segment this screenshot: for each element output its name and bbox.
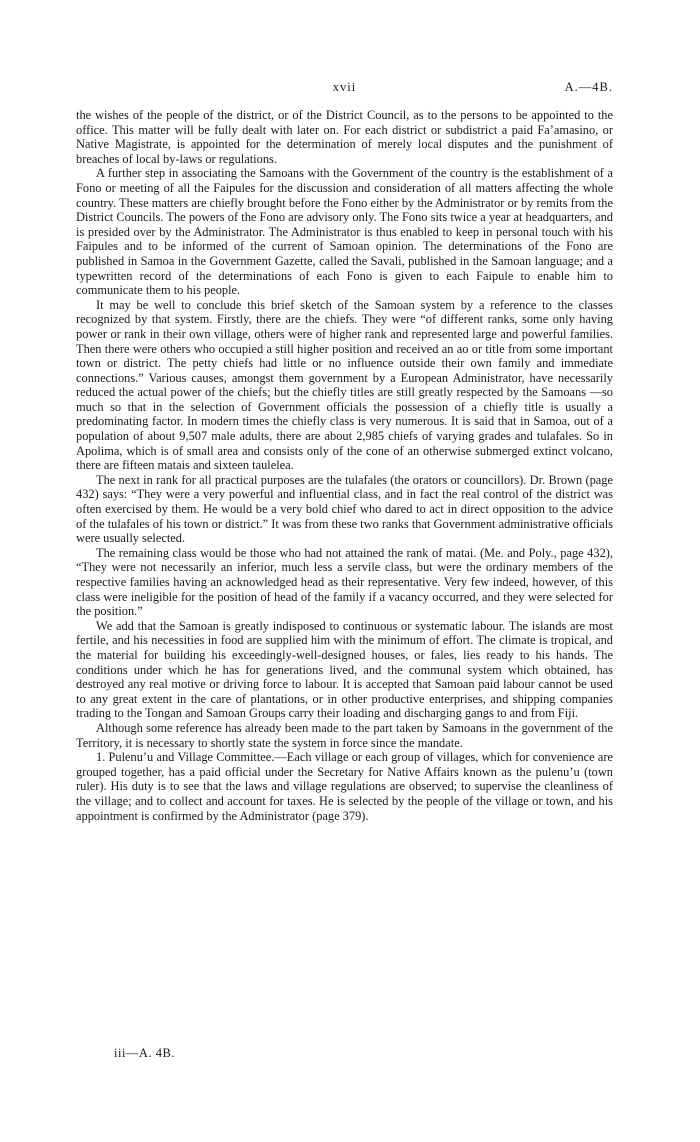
paragraph: The remaining class would be those who had not attained the rank of matai. (Me. and Poly., page 432), “They were not necessarily an inferior, much less a servile class, but were the ordinary members of the respective families having an acknowledged head as their representative. Very few indeed, however, of this class were ineligible for the position of head of the family if a vacancy occurred, and they were selected for the position.”: [76, 545, 613, 619]
document-reference: A.—4B.: [564, 80, 613, 94]
paragraph: 1. Pulenu’u and Village Committee.—Each village or each group of villages, which for convenience are grouped together, has a paid official under the Secretary for Native Affairs known as the pulenu’u (town ruler). His duty is to see that the laws and village regulations are observed; to supervise the cleanliness of the village; and to collect and account for taxes. He is selected by the people of the village or town, and his appointment is confirmed by the Administrator (page 379).: [76, 750, 613, 823]
page-signature: iii—A. 4B.: [114, 1046, 175, 1060]
paragraph: Although some reference has already been made to the part taken by Samoans in the government of the Territory, it is necessary to shortly state the system in force since the mandate.: [76, 720, 613, 750]
paragraph: A further step in associating the Samoans with the Government of the country is the establishment of a Fono or meeting of all the Faipules for the discussion and consideration of all matters affecting the whole country. These matters are chiefly brought before the Fono either by the Administrator or by remits from the District Councils. The powers of the Fono are advisory only. The Fono sits twice a year at headquarters, and is presided over by the Administrator. The Administrator is thus enabled to keep in personal touch with his Faipules and to be informed of the current of Samoan opinion. The determinations of the Fono are published in Samoa in the Government Gazette, called the Savali, published in the Samoan language; and a typewritten record of the determinations of each Fono is given to each Faipule to enable him to communicate them to his people.: [76, 166, 613, 298]
page-header: [76, 80, 613, 98]
paragraph: The next in rank for all practical purposes are the tulafales (the orators or councillors). Dr. Brown (page 432) says: “They were a very powerful and influential class, and in fact the real control of the district was often exercised by them. He would be a very bold chief who dared to act in direct opposition to the advice of the tulafales of his town or district.” It was from these two ranks that Government administrative officials were usually selected.: [76, 472, 613, 546]
paragraph: It may be well to conclude this brief sketch of the Samoan system by a reference to the classes recognized by that system. Firstly, there are the chiefs. They were “of different ranks, some only having power or rank in their own village, others were of higher rank and represented large and powerful families. Then there were others who occupied a still higher position and received an ao or title from some important town or district. The petty chiefs had little or no influence outside their own family and immediate connections.” Various causes, amongst them government by a European Administrator, have necessarily reduced the actual power of the chiefs; but the chiefly titles are still greatly respected by the Samoans —so much so that in the selection of Government officials the possession of a chiefly title is usually a predominating factor. In modern times the chiefly class is very numerous. It is said that in Samoa, out of a population of about 9,507 male adults, there are about 2,985 chiefs of varying grades and tulafales. So in Apolima, which is of small area and consists only of the cone of an otherwise submerged extinct volcano, there are fifteen matais and sixteen taulelea.: [76, 297, 613, 473]
paragraph: We add that the Samoan is greatly indisposed to continuous or systematic labour. The islands are most fertile, and his necessities in food are supplied him with the minimum of effort. The climate is tropical, and the material for building his exceedingly-well-designed houses, or fales, lies ready to his hands. The conditions under which he has for generations lived, and the communal system which obtained, has destroyed any real motive or driving force to labour. It is accepted that Samoan paid labour cannot be used to any great extent in the care of plantations, or in other productive enterprises, and shipping companies trading to the Tongan and Samoan Groups carry their loading and discharging gangs to and from Fiji.: [76, 618, 613, 721]
paragraph: the wishes of the people of the district, or of the District Council, as to the persons to be appointed to the office. This matter will be fully dealt with later on. For each district or subdistrict a paid Fa’amasino, or Native Magistrate, is appointed for the determination of merely local disputes and the punishment of breaches of local by-laws or regulations.: [76, 108, 613, 166]
body-text: [76, 108, 613, 823]
page-number: xvii: [332, 80, 357, 94]
